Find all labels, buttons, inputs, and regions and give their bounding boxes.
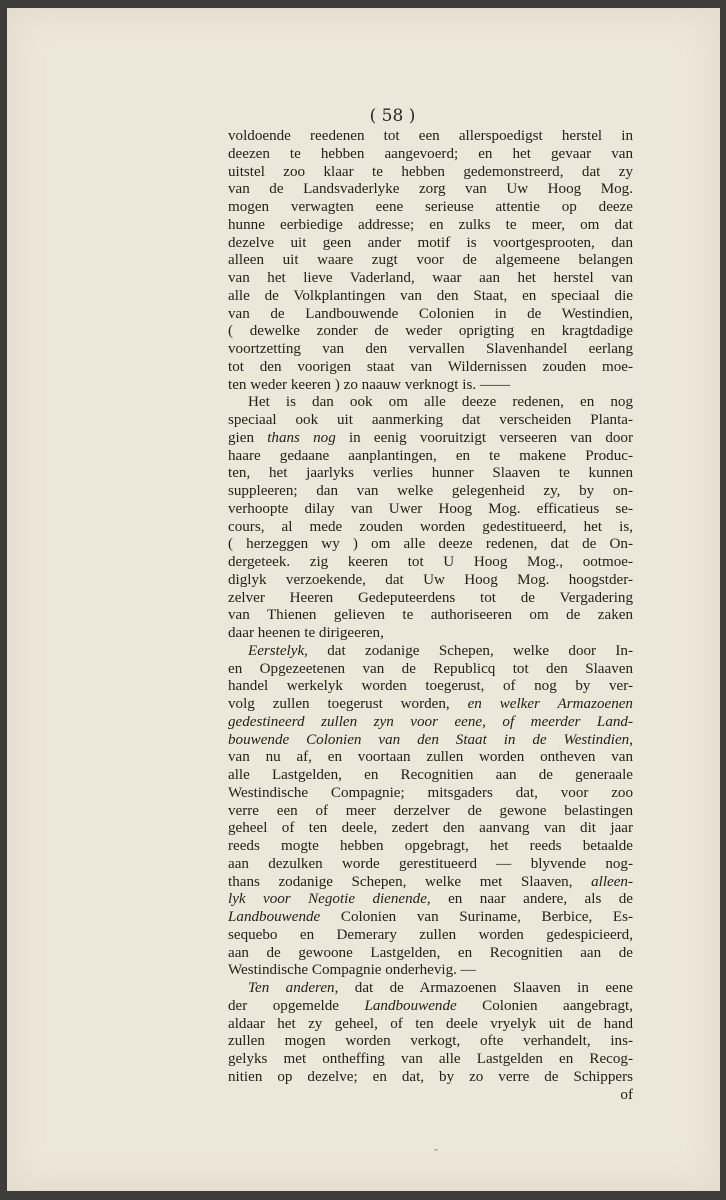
text-line xyxy=(228,483,633,501)
text-line xyxy=(228,803,633,821)
text-line xyxy=(228,448,633,466)
text-line xyxy=(228,181,633,199)
text-line xyxy=(228,199,633,217)
text-line xyxy=(228,607,633,625)
text-line xyxy=(228,661,633,679)
text-line xyxy=(228,430,633,448)
text-segment: Westindische Compagnie onderhevig. — xyxy=(228,962,476,979)
text-segment: van de Landsvaderlyke zorg van Uw Hoog Mog. xyxy=(228,181,633,198)
text-line xyxy=(228,1016,633,1034)
text-segment: en Opgezeetenen van de Republicq tot den Slaaven xyxy=(228,660,633,677)
italic-text: en welker Armazoenen xyxy=(467,696,633,712)
text-line xyxy=(228,909,633,927)
text-segment: ten, het jaarlyks verlies hunner Slaaven te kunnen xyxy=(228,465,633,482)
text-segment: alle Lastgelden, en Recognitien aan de generaale xyxy=(228,767,633,783)
text-segment: of xyxy=(620,1086,633,1103)
italic-text: Landbouwende xyxy=(228,909,321,925)
text-line xyxy=(228,270,633,288)
text-line xyxy=(228,164,633,182)
text-line xyxy=(228,501,633,519)
stray-mark: ˘ xyxy=(433,1148,439,1161)
text-segment: Colonien van Suriname, Berbice, Es- xyxy=(320,909,633,925)
text-line xyxy=(228,572,633,590)
text-segment: voortzetting van den vervallen Slavenhandel eerlang xyxy=(228,341,633,357)
text-line xyxy=(228,678,633,696)
text-line xyxy=(228,252,633,270)
text-segment: diglyk verzoekende, dat Uw Hoog Mog. hoogstder- xyxy=(228,571,633,588)
text-line xyxy=(228,625,633,643)
text-line xyxy=(228,394,633,412)
text-segment: hunne eerbiedige addresse; en zulks te meer, om dat xyxy=(228,216,633,233)
text-line xyxy=(228,732,633,750)
italic-text: Eerstelyk xyxy=(248,642,305,659)
text-segment: tot den voorigen staat van Wildernissen zouden moe- xyxy=(228,358,633,375)
text-segment: mogen verwagten eene serieuse attentie op deeze xyxy=(228,199,633,215)
text-segment: , dat zodanige Schepen, welke door In- xyxy=(304,642,633,659)
italic-text: Landbouwende xyxy=(364,997,457,1014)
text-line xyxy=(228,838,633,856)
text-segment: deezen te hebben aangevoerd; en het gevaar van xyxy=(228,145,633,162)
text-line xyxy=(228,962,633,980)
text-segment: nitien op dezelve; en dat, by zo verre de Schippers xyxy=(228,1068,633,1085)
text-segment: in eenig vooruitzigt verseeren van door xyxy=(335,429,633,446)
text-segment: geheel of ten deele, zedert den aanvang van dit jaar xyxy=(228,820,633,837)
text-segment: verre een of meer derzelver de gewone belastingen xyxy=(228,802,633,819)
text-segment: , xyxy=(629,731,633,748)
text-line xyxy=(228,696,633,714)
text-segment: alleen uit waare zugt voor de algemeene belangen xyxy=(228,252,633,269)
text-line xyxy=(228,377,633,395)
italic-text: gedestineerd zullen zyn voor eene, of meerder Land- xyxy=(228,713,633,730)
text-segment: aan de gewoone Lastgelden, en Recognitien aan de xyxy=(228,944,633,961)
text-segment: speciaal ook uit aanmerking dat verscheiden Planta- xyxy=(228,412,633,428)
text-segment: aan dezulken worde gerestitueerd — blyvende nog- xyxy=(228,855,633,872)
text-line xyxy=(228,1069,633,1087)
text-segment: verhoopte dilay van Uwer Hoog Mog. efficatieus se- xyxy=(228,500,633,517)
text-line xyxy=(228,1087,633,1105)
text-line xyxy=(228,554,633,572)
text-line xyxy=(228,519,633,537)
text-line xyxy=(228,465,633,483)
text-segment: , en naar andere, als de xyxy=(426,891,633,908)
text-segment: dezelve uit geen ander motif is voortgesprooten, dan xyxy=(228,234,633,251)
text-line xyxy=(228,146,633,164)
text-line xyxy=(228,536,633,554)
text-line xyxy=(228,998,633,1016)
text-line xyxy=(228,785,633,803)
text-line xyxy=(228,288,633,306)
text-line xyxy=(228,341,633,359)
text-segment: voldoende reedenen tot een allerspoedigst herstel in xyxy=(228,128,633,144)
text-segment: zullen mogen worden verkogt, ofte verhandelt, ins- xyxy=(228,1033,633,1050)
text-segment: sequebo en Demerary zullen worden gedespicieerd, xyxy=(228,926,633,943)
text-segment: Westindische Compagnie; mitsgaders dat, voor zoo xyxy=(228,784,633,801)
text-segment: ( dewelke zonder de weder oprigting en kragtdadige xyxy=(228,323,633,340)
book-page xyxy=(7,8,720,1191)
italic-text: alleen- xyxy=(591,873,633,890)
text-segment: zelver Heeren Gedeputeerdens tot de Vergadering xyxy=(228,589,633,606)
text-line xyxy=(228,767,633,785)
text-line xyxy=(228,927,633,945)
text-segment: van de Landbouwende Colonien in de Westindien, xyxy=(228,305,633,322)
italic-text: Ten anderen xyxy=(248,980,335,996)
text-segment: , dat de Armazoenen Slaaven in eene xyxy=(334,980,633,996)
text-line xyxy=(228,217,633,235)
text-line xyxy=(228,412,633,430)
text-segment: cours, al mede zouden worden gedestitueerd, het is, xyxy=(228,518,633,535)
text-line xyxy=(228,891,633,909)
text-line xyxy=(228,749,633,767)
text-segment: thans zodanige Schepen, welke met Slaaven, xyxy=(228,873,592,890)
text-line xyxy=(228,590,633,608)
text-line xyxy=(228,714,633,732)
page-number: ( 58 ) xyxy=(369,106,416,126)
text-line xyxy=(228,306,633,324)
text-segment: der opgemelde xyxy=(228,997,365,1014)
body-text xyxy=(228,128,633,1104)
text-segment: handel werkelyk worden toegerust, of nog by ver- xyxy=(228,678,633,695)
text-line xyxy=(228,856,633,874)
text-segment: van het lieve Vaderland, waar aan het herstel van xyxy=(228,270,633,286)
text-line xyxy=(228,643,633,661)
text-segment: reeds mogte hebben opgebragt, het reeds betaalde xyxy=(228,838,633,854)
text-line xyxy=(228,1033,633,1051)
text-line xyxy=(228,1051,633,1069)
text-line xyxy=(228,820,633,838)
text-line xyxy=(228,235,633,253)
text-line xyxy=(228,874,633,892)
text-line xyxy=(228,323,633,341)
text-segment: van nu af, en voortaan zullen worden ontheven van xyxy=(228,749,633,766)
text-segment: alle de Volkplantingen van den Staat, en speciaal die xyxy=(228,287,633,304)
text-segment: gien xyxy=(228,429,268,446)
text-segment: van Thienen gelieven te authoriseeren om de zaken xyxy=(228,607,633,624)
text-segment: aldaar het zy geheel, of ten deele vryelyk uit de hand xyxy=(228,1015,633,1032)
text-segment: Het is dan ook om alle deeze redenen, en nog xyxy=(248,394,633,411)
italic-text: thans nog xyxy=(267,429,336,446)
text-line xyxy=(228,980,633,998)
text-segment: suppleeren; dan van welke gelegenheid zy, by on- xyxy=(228,483,633,499)
text-segment: daar heenen te dirigeeren, xyxy=(228,625,384,641)
text-segment: gelyks met ontheffing van alle Lastgelden en Recog- xyxy=(228,1051,633,1067)
italic-text: lyk voor Negotie dienende xyxy=(228,891,427,908)
text-segment: dergeteek. zig keeren tot U Hoog Mog., ootmoe- xyxy=(228,554,633,570)
text-line xyxy=(228,128,633,146)
text-segment: ( herzeggen wy ) om alle deeze redenen, dat de On- xyxy=(228,536,633,553)
text-segment: uitstel zoo klaar te hebben gedemonstreerd, dat zy xyxy=(228,163,633,180)
text-segment: volg zullen toegerust worden, xyxy=(228,696,468,712)
text-line xyxy=(228,945,633,963)
italic-text: bouwende Colonien van den Staat in de Westindien xyxy=(228,731,630,748)
text-segment: haare gedaane aanplantingen, en te makene Produc- xyxy=(228,447,633,464)
text-line xyxy=(228,359,633,377)
text-segment: ten weder keeren ) zo naauw verknogt is. —— xyxy=(228,376,511,393)
text-segment: Colonien aangebragt, xyxy=(456,997,633,1014)
